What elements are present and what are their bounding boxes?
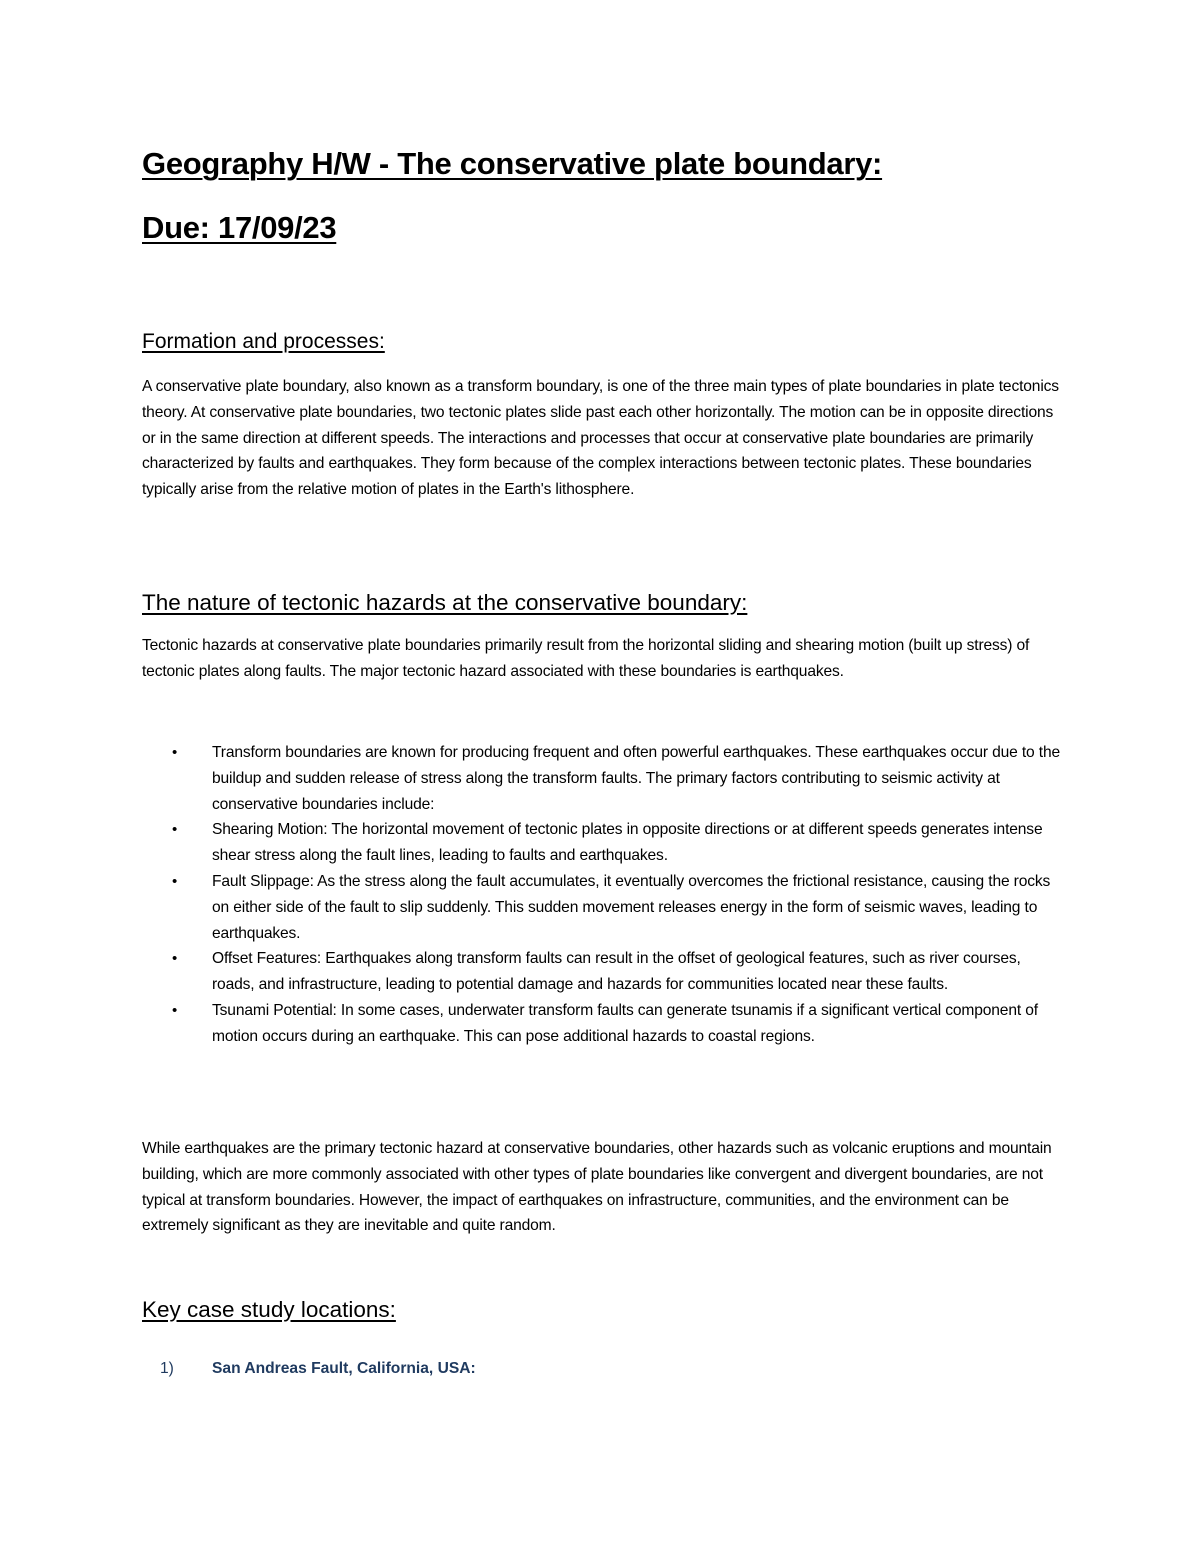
list-item (142, 998, 1062, 1050)
case-study-number: 1) (160, 1360, 174, 1377)
hazards-intro-text: Tectonic hazards at conservative plate boundaries primarily result from the horizontal sliding and shearing motion (built up stress) of tectonic plates along faults. The major tectonic hazard associated with these boundaries is earthquakes. (142, 637, 1030, 680)
hazards-conclusion (142, 1136, 1062, 1239)
bullet-text: Offset Features: Earthquakes along transform faults can result in the offset of geological features, such as river courses, roads, and infrastructure, leading to potential damage and hazards for communities located near these faults. (212, 950, 1021, 994)
case-study-label: San Andreas Fault, California, USA: (212, 1360, 476, 1377)
bullet-text: Shearing Motion: The horizontal movement of tectonic plates in opposite directions or at different speeds generates intense shear stress along the fault lines, leading to faults and earthquakes. (212, 821, 1043, 865)
formation-paragraph (142, 374, 1062, 503)
bullet-text: Transform boundaries are known for producing frequent and often powerful earthquakes. These earthquakes occur due to the buildup and sudden release of stress along the transform faults. The primary factors contributing to seismic activity at conservative boundaries include: (212, 744, 1060, 813)
formation-heading: Formation and processes: (142, 330, 385, 353)
list-item (142, 946, 1062, 998)
bullet-icon: • (172, 1001, 178, 1019)
list-item (142, 740, 1062, 817)
bullet-text: Fault Slippage: As the stress along the fault accumulates, it eventually overcomes the frictional resistance, causing the rocks on either side of the fault to slip suddenly. This sudden movement releases energy in the form of seismic waves, leading to earthquakes. (212, 872, 1051, 942)
list-item (142, 817, 1062, 869)
hazards-heading: The nature of tectonic hazards at the conservative boundary: (142, 590, 748, 615)
case-study-heading: Key case study locations: (142, 1297, 396, 1322)
hazards-intro (142, 633, 1062, 685)
bullet-icon: • (172, 872, 178, 890)
due-date: Due: 17/09/23 (142, 210, 337, 245)
list-item (142, 869, 1062, 946)
hazard-bullet-list (142, 740, 1062, 1050)
hazards-conclusion-text: While earthquakes are the primary tectonic hazard at conservative boundaries, other hazards such as volcanic eruptions and mountain building, which are more commonly associated with other types of plate boundaries like convergent and divergent boundaries, are not typical at transform boundaries. However, the impact of earthquakes on infrastructure, communities, and the environment can be extremely significant as they are inevitable and quite random. (142, 1140, 1052, 1235)
bullet-icon: • (172, 744, 178, 761)
bullet-icon: • (172, 950, 178, 968)
formation-text: A conservative plate boundary, also known as a transform boundary, is one of the three main types of plate boundaries in plate tectonics theory. At conservative plate boundaries, two tectonic plates slide past each other horizontally. The motion can be in opposite directions or in the same direction at different speeds. The interactions and processes that occur at conservative plate boundaries are primarily characterized by faults and earthquakes. They form because of the complex interactions between tectonic plates. These boundaries typically arise from the relative motion of plates in the Earth's lithosphere. (142, 378, 1059, 499)
bullet-icon: • (172, 821, 178, 839)
case-study-item (160, 1360, 476, 1378)
document-title: Geography H/W - The conservative plate boundary: (142, 146, 883, 181)
bullet-text: Tsunami Potential: In some cases, underwater transform faults can generate tsunamis if a significant vertical component of motion occurs during an earthquake. This can pose additional hazards to coastal regions. (212, 1001, 1038, 1045)
